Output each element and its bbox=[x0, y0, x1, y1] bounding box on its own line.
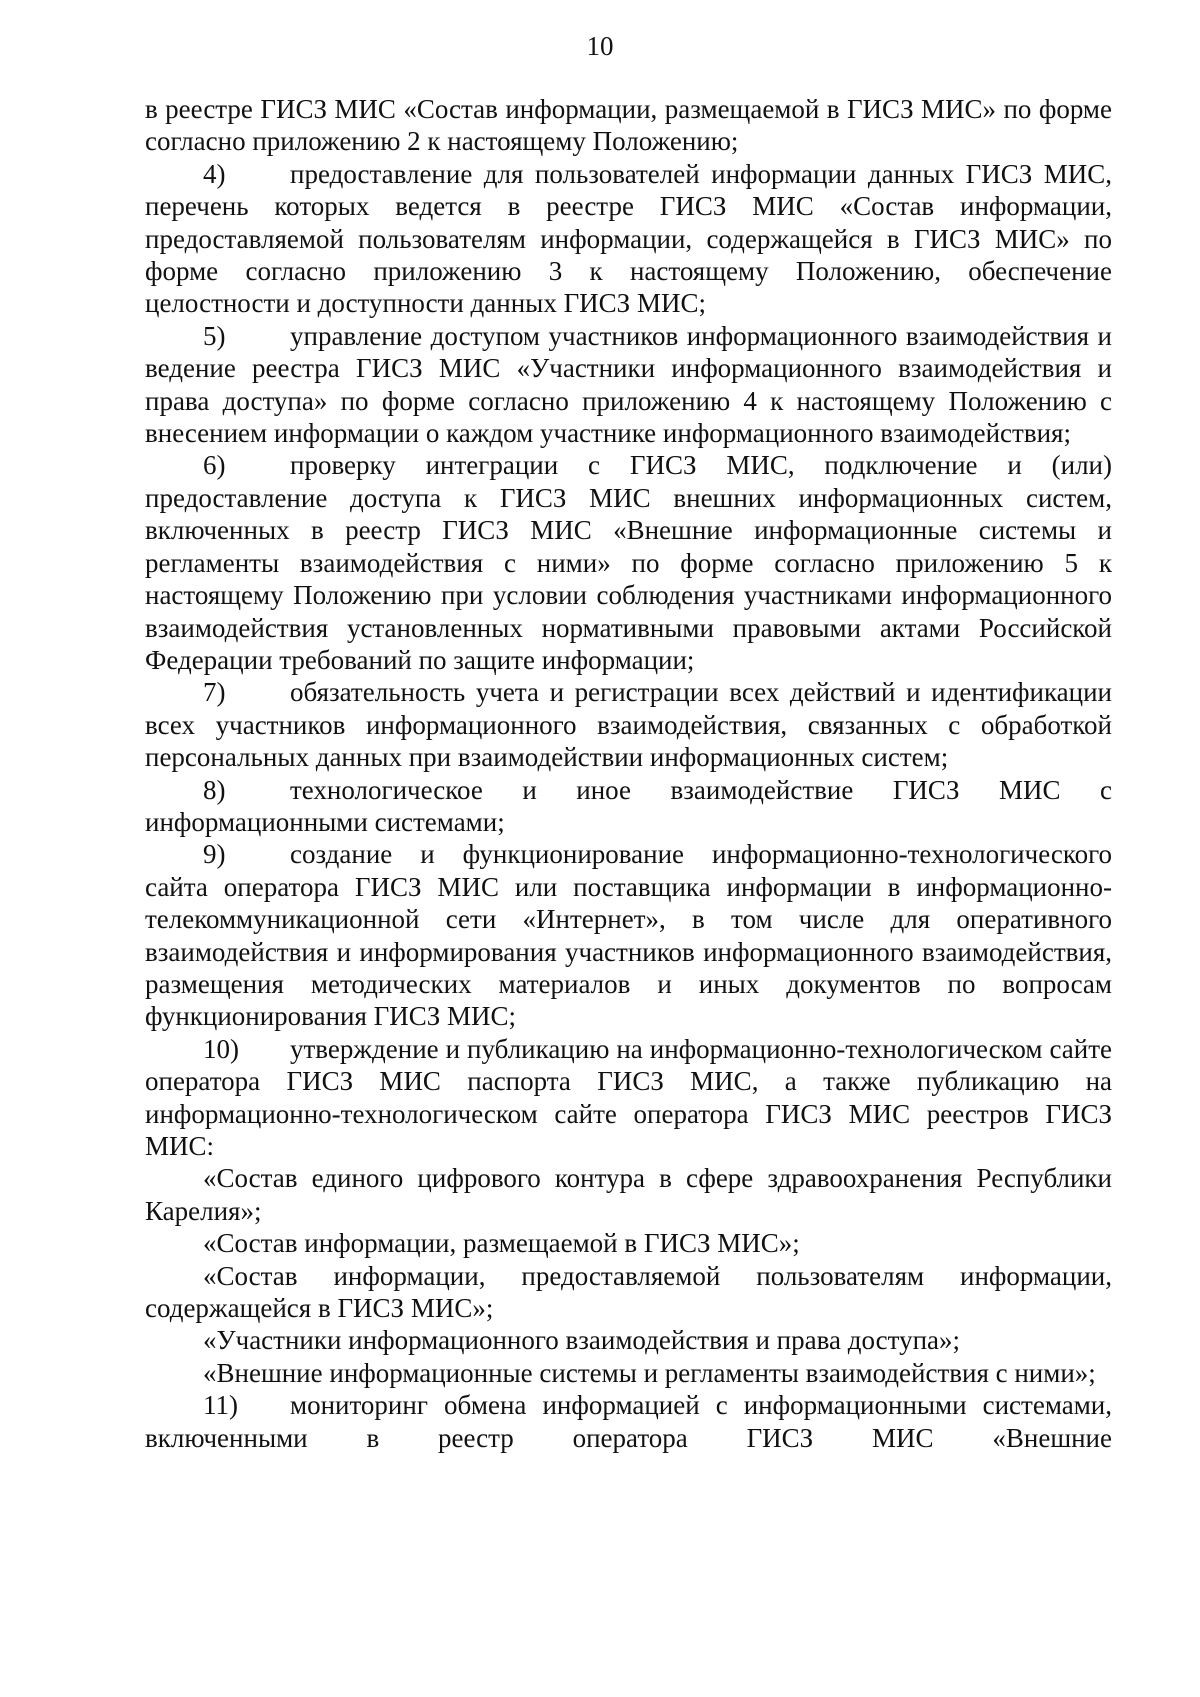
paragraph-text: «Внешние информационные системы и регламенты взаимодействия с ними»; bbox=[203, 1357, 1096, 1388]
paragraph-text: проверку интеграции с ГИСЗ МИС, подключение и (или) предоставление доступа к ГИСЗ МИС внешних информационных систем, включенных в реестр ГИСЗ МИС «Внешние информационные системы и регламенты взаимодействия с ними» по форме согласно приложению 5 к настоящему Положению при условии соблюдения участниками информационного взаимодействия установленных нормативными правовыми актами Российской Федерации требований по защите информации; bbox=[145, 450, 1112, 675]
list-item-5 bbox=[145, 320, 1112, 450]
paragraph-text: «Состав информации, размещаемой в ГИСЗ МИС»; bbox=[203, 1228, 800, 1259]
paragraph-text: «Участники информационного взаимодействия и права доступа»; bbox=[203, 1325, 961, 1356]
list-item-9 bbox=[145, 838, 1112, 1032]
registry-item bbox=[145, 1162, 1112, 1227]
registry-item bbox=[145, 1260, 1112, 1325]
list-item-number: 10) bbox=[203, 1033, 239, 1064]
list-item-number: 9) bbox=[203, 839, 226, 870]
paragraph-text: создание и функционирование информационно-технологического сайта оператора ГИСЗ МИС или поставщика информации в информационно-телекоммуникационной сети «Интернет», в том числе для оперативного взаимодействия и информирования участников информационного взаимодействия, размещения методических материалов и иных документов по вопросам функционирования ГИСЗ МИС; bbox=[145, 839, 1112, 1032]
paragraph-text: «Состав информации, предоставляемой пользователям информации, содержащейся в ГИСЗ МИС»; bbox=[145, 1260, 1112, 1324]
list-item-7 bbox=[145, 676, 1112, 773]
paragraph-text: мониторинг обмена информацией с информационными системами, включенными в реестр оператора ГИСЗ МИС «Внешние bbox=[145, 1390, 1112, 1453]
paragraph-text: предоставление для пользователей информации данных ГИСЗ МИС, перечень которых ведется в реестре ГИСЗ МИС «Состав информации, предоставляемой пользователям информации, содержащейся в ГИСЗ МИС» по форме согласно приложению 3 к настоящему Положению, обеспечение целостности и доступности данных ГИСЗ МИС; bbox=[145, 158, 1112, 319]
list-item-number: 7) bbox=[203, 677, 226, 708]
registry-item bbox=[145, 1324, 1112, 1356]
paragraph-text: обязательность учета и регистрации всех действий и идентификации всех участников информационного взаимодействия, связанных с обработкой персональных данных при взаимодействии информационных систем; bbox=[145, 677, 1112, 773]
document-body bbox=[145, 93, 1112, 1454]
registry-item bbox=[145, 1357, 1112, 1389]
list-item-4 bbox=[145, 158, 1112, 320]
page-number: 10 bbox=[586, 31, 614, 61]
list-item-8 bbox=[145, 774, 1112, 839]
paragraph-text: утверждение и публикацию на информационно-технологическом сайте оператора ГИСЗ МИС паспорта ГИСЗ МИС, а также публикацию на информационно-технологическом сайте оператора ГИСЗ МИС реестров ГИСЗ МИС: bbox=[145, 1033, 1112, 1161]
list-item-number: 11) bbox=[203, 1390, 238, 1421]
paragraph-text: в реестре ГИСЗ МИС «Состав информации, размещаемой в ГИСЗ МИС» по форме согласно приложению 2 к настоящему Положению; bbox=[145, 94, 1112, 157]
list-item-number: 6) bbox=[203, 450, 226, 481]
list-item-number: 8) bbox=[203, 774, 226, 805]
registry-item bbox=[145, 1227, 1112, 1259]
paragraph-text: технологическое и иное взаимодействие ГИСЗ МИС с информационными системами; bbox=[145, 774, 1112, 837]
paragraph-continuation bbox=[145, 93, 1112, 158]
list-item-number: 4) bbox=[203, 158, 226, 189]
list-item-10 bbox=[145, 1033, 1112, 1163]
list-item-11 bbox=[145, 1389, 1112, 1454]
paragraph-text: «Состав единого цифрового контура в сфере здравоохранения Республики Карелия»; bbox=[145, 1163, 1112, 1226]
paragraph-text: управление доступом участников информационного взаимодействия и ведение реестра ГИСЗ МИС «Участники информационного взаимодействия и права доступа» по форме согласно приложению 4 к настоящему Положению с внесением информации о каждом участнике информационного взаимодействия; bbox=[145, 320, 1112, 449]
list-item-number: 5) bbox=[203, 320, 226, 351]
list-item-6 bbox=[145, 449, 1112, 676]
